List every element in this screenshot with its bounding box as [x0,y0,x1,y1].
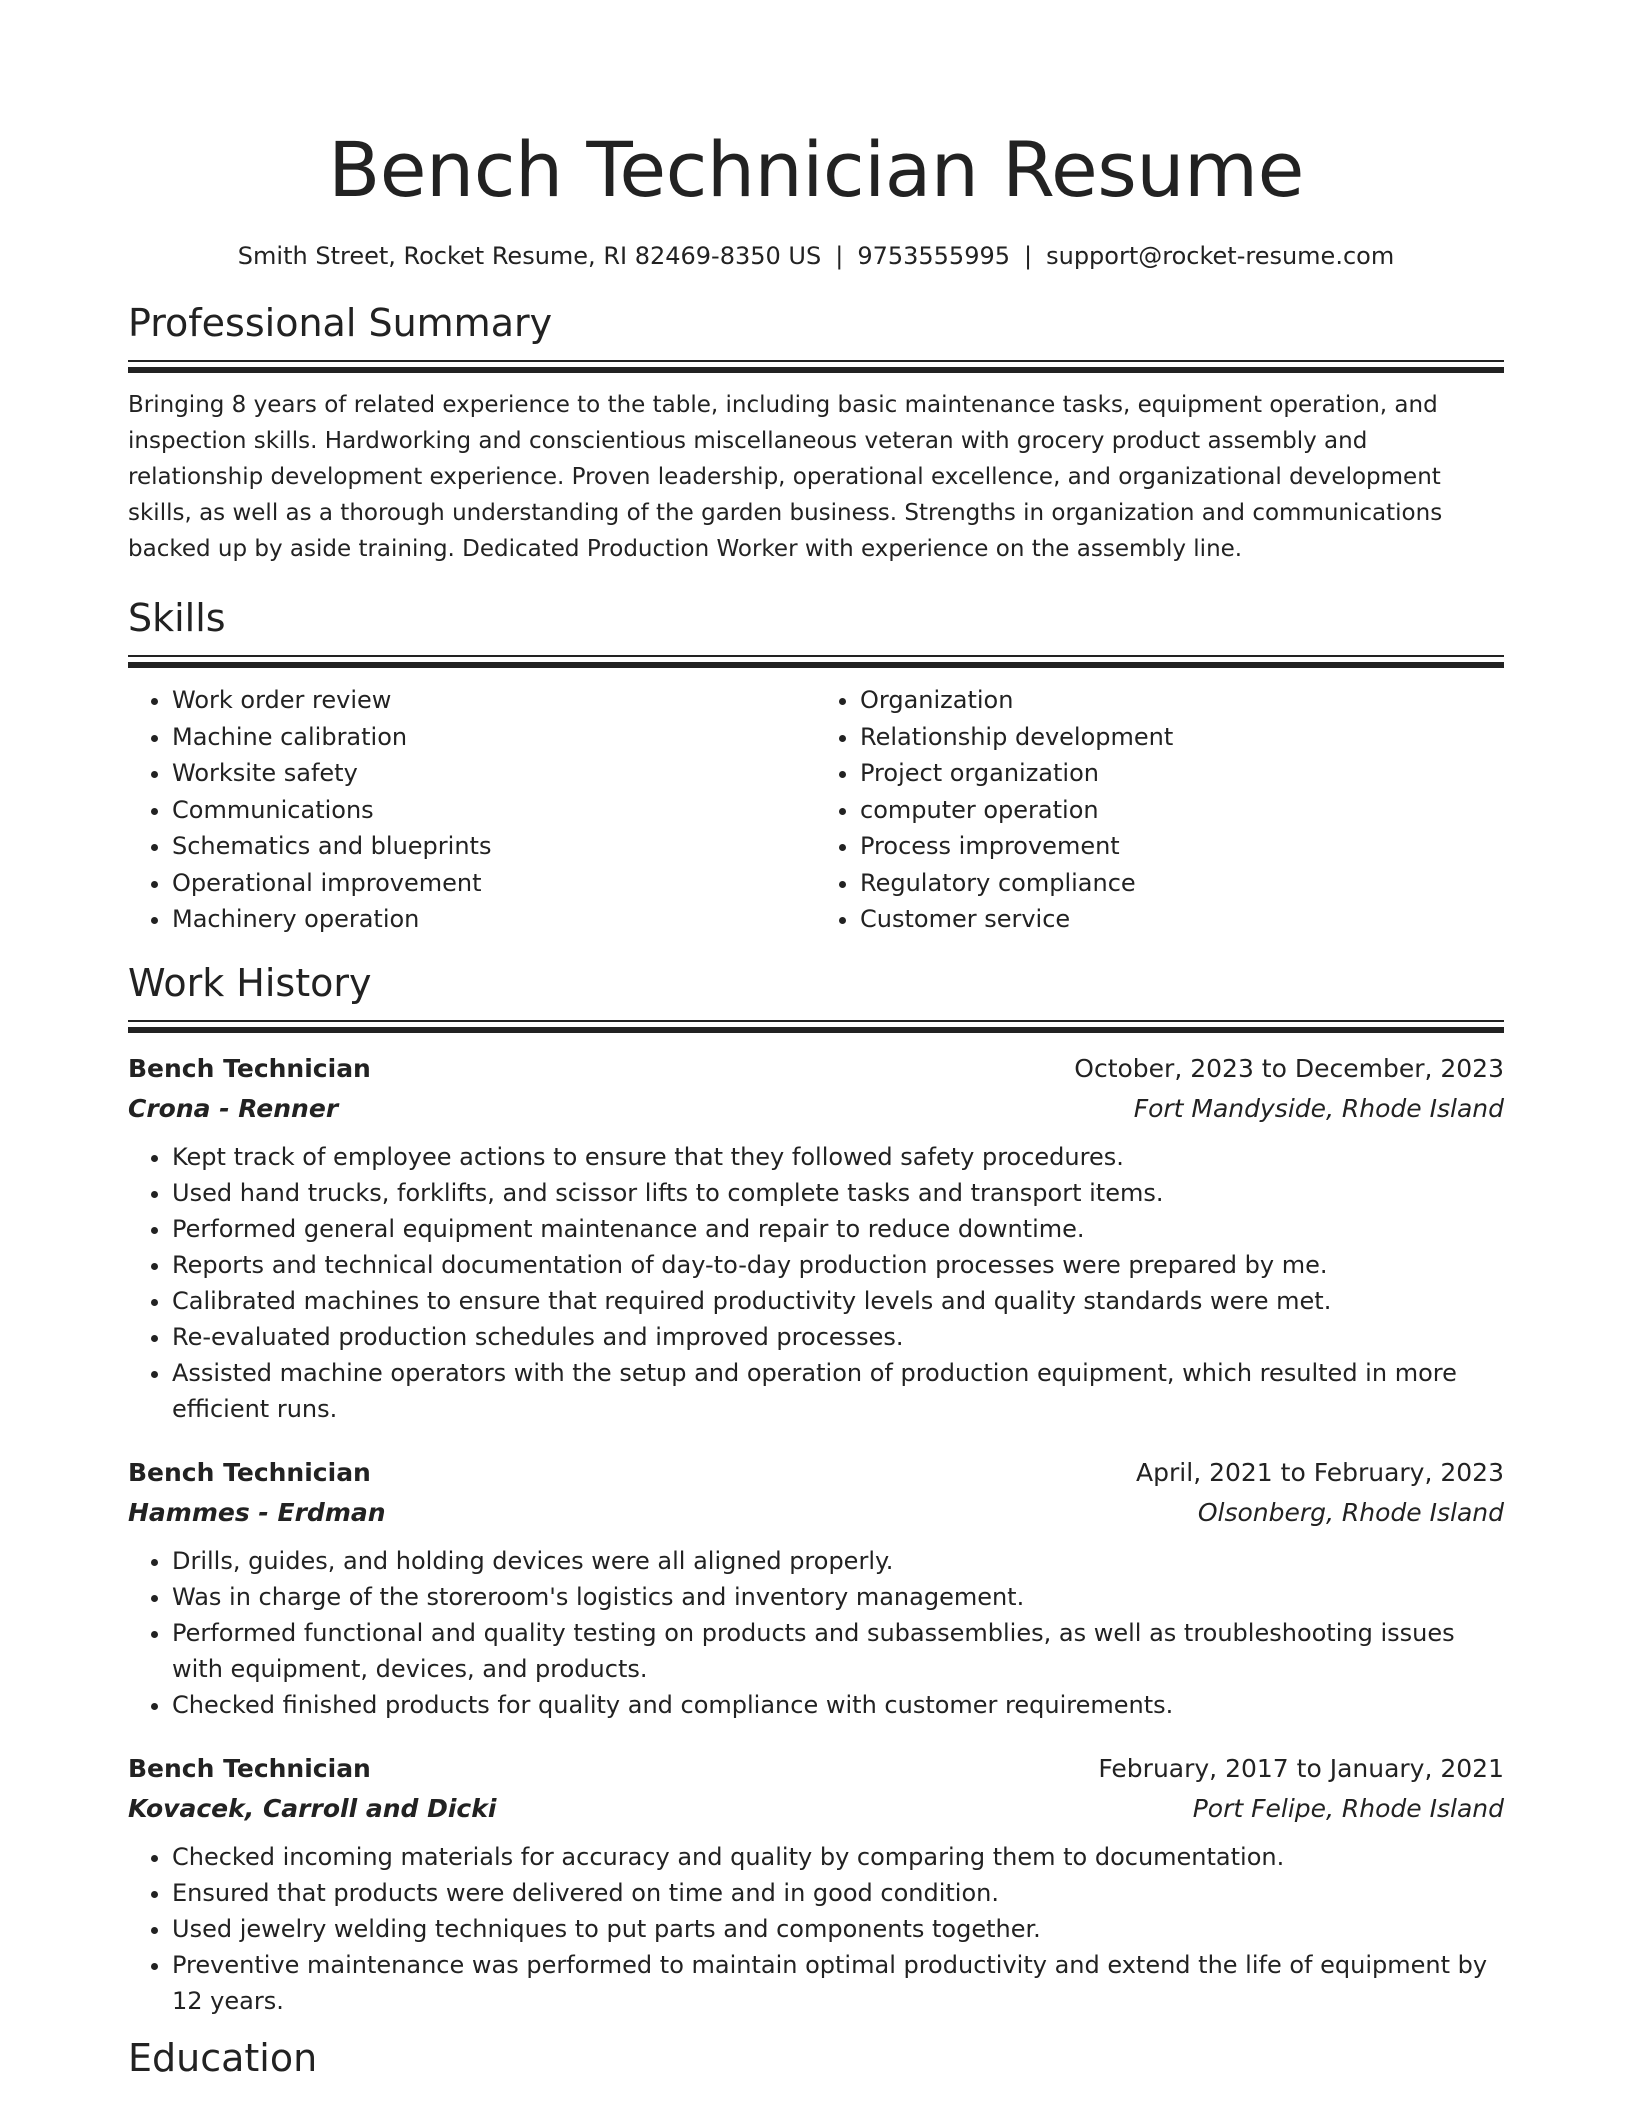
skill-item: • Regulatory compliance [860,865,1504,902]
skill-item: • Operational improvement [172,865,816,902]
job-bullet: • Performed functional and quality testing on products and subassemblies, as well as troubleshooting issues with equipment, devices, and products. [172,1615,1504,1687]
education-section [128,2033,1504,2083]
skills-section [128,593,1504,938]
job-dates: April, 2021 to February, 2023 [1136,1457,1504,1487]
job-bullet: • Ensured that products were delivered on time and in good condition. [172,1875,1504,1911]
job-entry [128,1749,1504,2019]
job-header-row [128,1453,1504,1493]
job-subheader-row [128,1789,1504,1829]
contact-phone: 9753555995 [857,242,1011,270]
job-bullet: • Drills, guides, and holding devices were all aligned properly. [172,1543,1504,1579]
work-history-section [128,958,1504,2019]
job-subheader-row [128,1493,1504,1533]
skill-item: • Organization [860,682,1504,719]
job-title: Bench Technician [128,1753,371,1783]
job-bullets [128,1839,1504,2019]
job-location: Fort Mandyside, Rhode Island [1133,1093,1504,1123]
skills-grid [128,682,1504,938]
job-company: Crona - Renner [128,1093,339,1123]
contact-separator: | [835,242,844,270]
contact-email: support@rocket-resume.com [1046,242,1395,270]
contact-address: Smith Street, Rocket Resume, RI 82469-8350 US [237,242,822,270]
skills-list-left [128,682,816,938]
job-bullet: • Preventive maintenance was performed to maintain optimal productivity and extend the life of equipment by 12 years. [172,1947,1504,2019]
job-location: Olsonberg, Rhode Island [1197,1497,1504,1527]
job-subheader-row [128,1089,1504,1129]
job-bullet: • Performed general equipment maintenance and repair to reduce downtime. [172,1211,1504,1247]
skill-item: • Worksite safety [172,755,816,792]
education-heading: Education [128,2035,318,2080]
job-bullet: • Was in charge of the storeroom's logistics and inventory management. [172,1579,1504,1615]
job-bullet: • Re-evaluated production schedules and improved processes. [172,1319,1504,1355]
skill-item: • computer operation [860,792,1504,829]
summary-heading: Professional Summary [128,301,553,345]
job-bullet: • Kept track of employee actions to ensure that they followed safety procedures. [172,1139,1504,1175]
job-entry [128,1453,1504,1723]
section-divider [128,655,1504,668]
job-header-row [128,1749,1504,1789]
job-bullet: • Calibrated machines to ensure that required productivity levels and quality standards were met. [172,1283,1504,1319]
skills-heading: Skills [128,596,226,640]
summary-section [128,298,1504,567]
job-bullet: • Assisted machine operators with the setup and operation of production equipment, which resulted in more efficient runs. [172,1355,1504,1427]
job-bullets [128,1543,1504,1723]
skill-item: • Customer service [860,901,1504,938]
job-bullet: • Checked finished products for quality and compliance with customer requirements. [172,1687,1504,1723]
job-bullet: • Reports and technical documentation of day-to-day production processes were prepared by me. [172,1247,1504,1283]
contact-separator: | [1024,242,1033,270]
job-title: Bench Technician [128,1457,371,1487]
skill-item: • Machinery operation [172,901,816,938]
job-entry [128,1049,1504,1427]
job-dates: February, 2017 to January, 2021 [1098,1753,1504,1783]
skill-item: • Work order review [172,682,816,719]
contact-line [128,238,1504,274]
job-bullet: • Used hand trucks, forklifts, and scissor lifts to complete tasks and transport items. [172,1175,1504,1211]
skill-item: • Relationship development [860,719,1504,756]
skills-list-right [816,682,1504,938]
job-title: Bench Technician [128,1053,371,1083]
skill-item: • Schematics and blueprints [172,828,816,865]
section-divider [128,1020,1504,1033]
job-dates: October, 2023 to December, 2023 [1074,1053,1504,1083]
job-bullet: • Used jewelry welding techniques to put parts and components together. [172,1911,1504,1947]
summary-text: Bringing 8 years of related experience to the table, including basic maintenance tasks, equipment operation, and inspection skills. Hardworking and conscientious miscellaneous veteran with grocery product assembly and relationship development experience. Proven leadership, operational excellence, and organizational development skills, as well as a thorough understanding of the garden business. Strengths in organization and communications backed up by aside training. Dedicated Production Worker with experience on the assembly line. [128,392,1443,562]
job-header-row [128,1049,1504,1089]
skill-item: • Communications [172,792,816,829]
resume-title: Bench Technician Resume [328,125,1304,214]
job-bullets [128,1139,1504,1427]
section-divider [128,360,1504,373]
job-company: Hammes - Erdman [128,1497,386,1527]
skill-item: • Machine calibration [172,719,816,756]
job-company: Kovacek, Carroll and Dicki [128,1793,497,1823]
skill-item: • Project organization [860,755,1504,792]
job-location: Port Felipe, Rhode Island [1192,1793,1504,1823]
skill-item: • Process improvement [860,828,1504,865]
job-bullet: • Checked incoming materials for accuracy and quality by comparing them to documentation. [172,1839,1504,1875]
work-history-heading: Work History [128,960,372,1005]
